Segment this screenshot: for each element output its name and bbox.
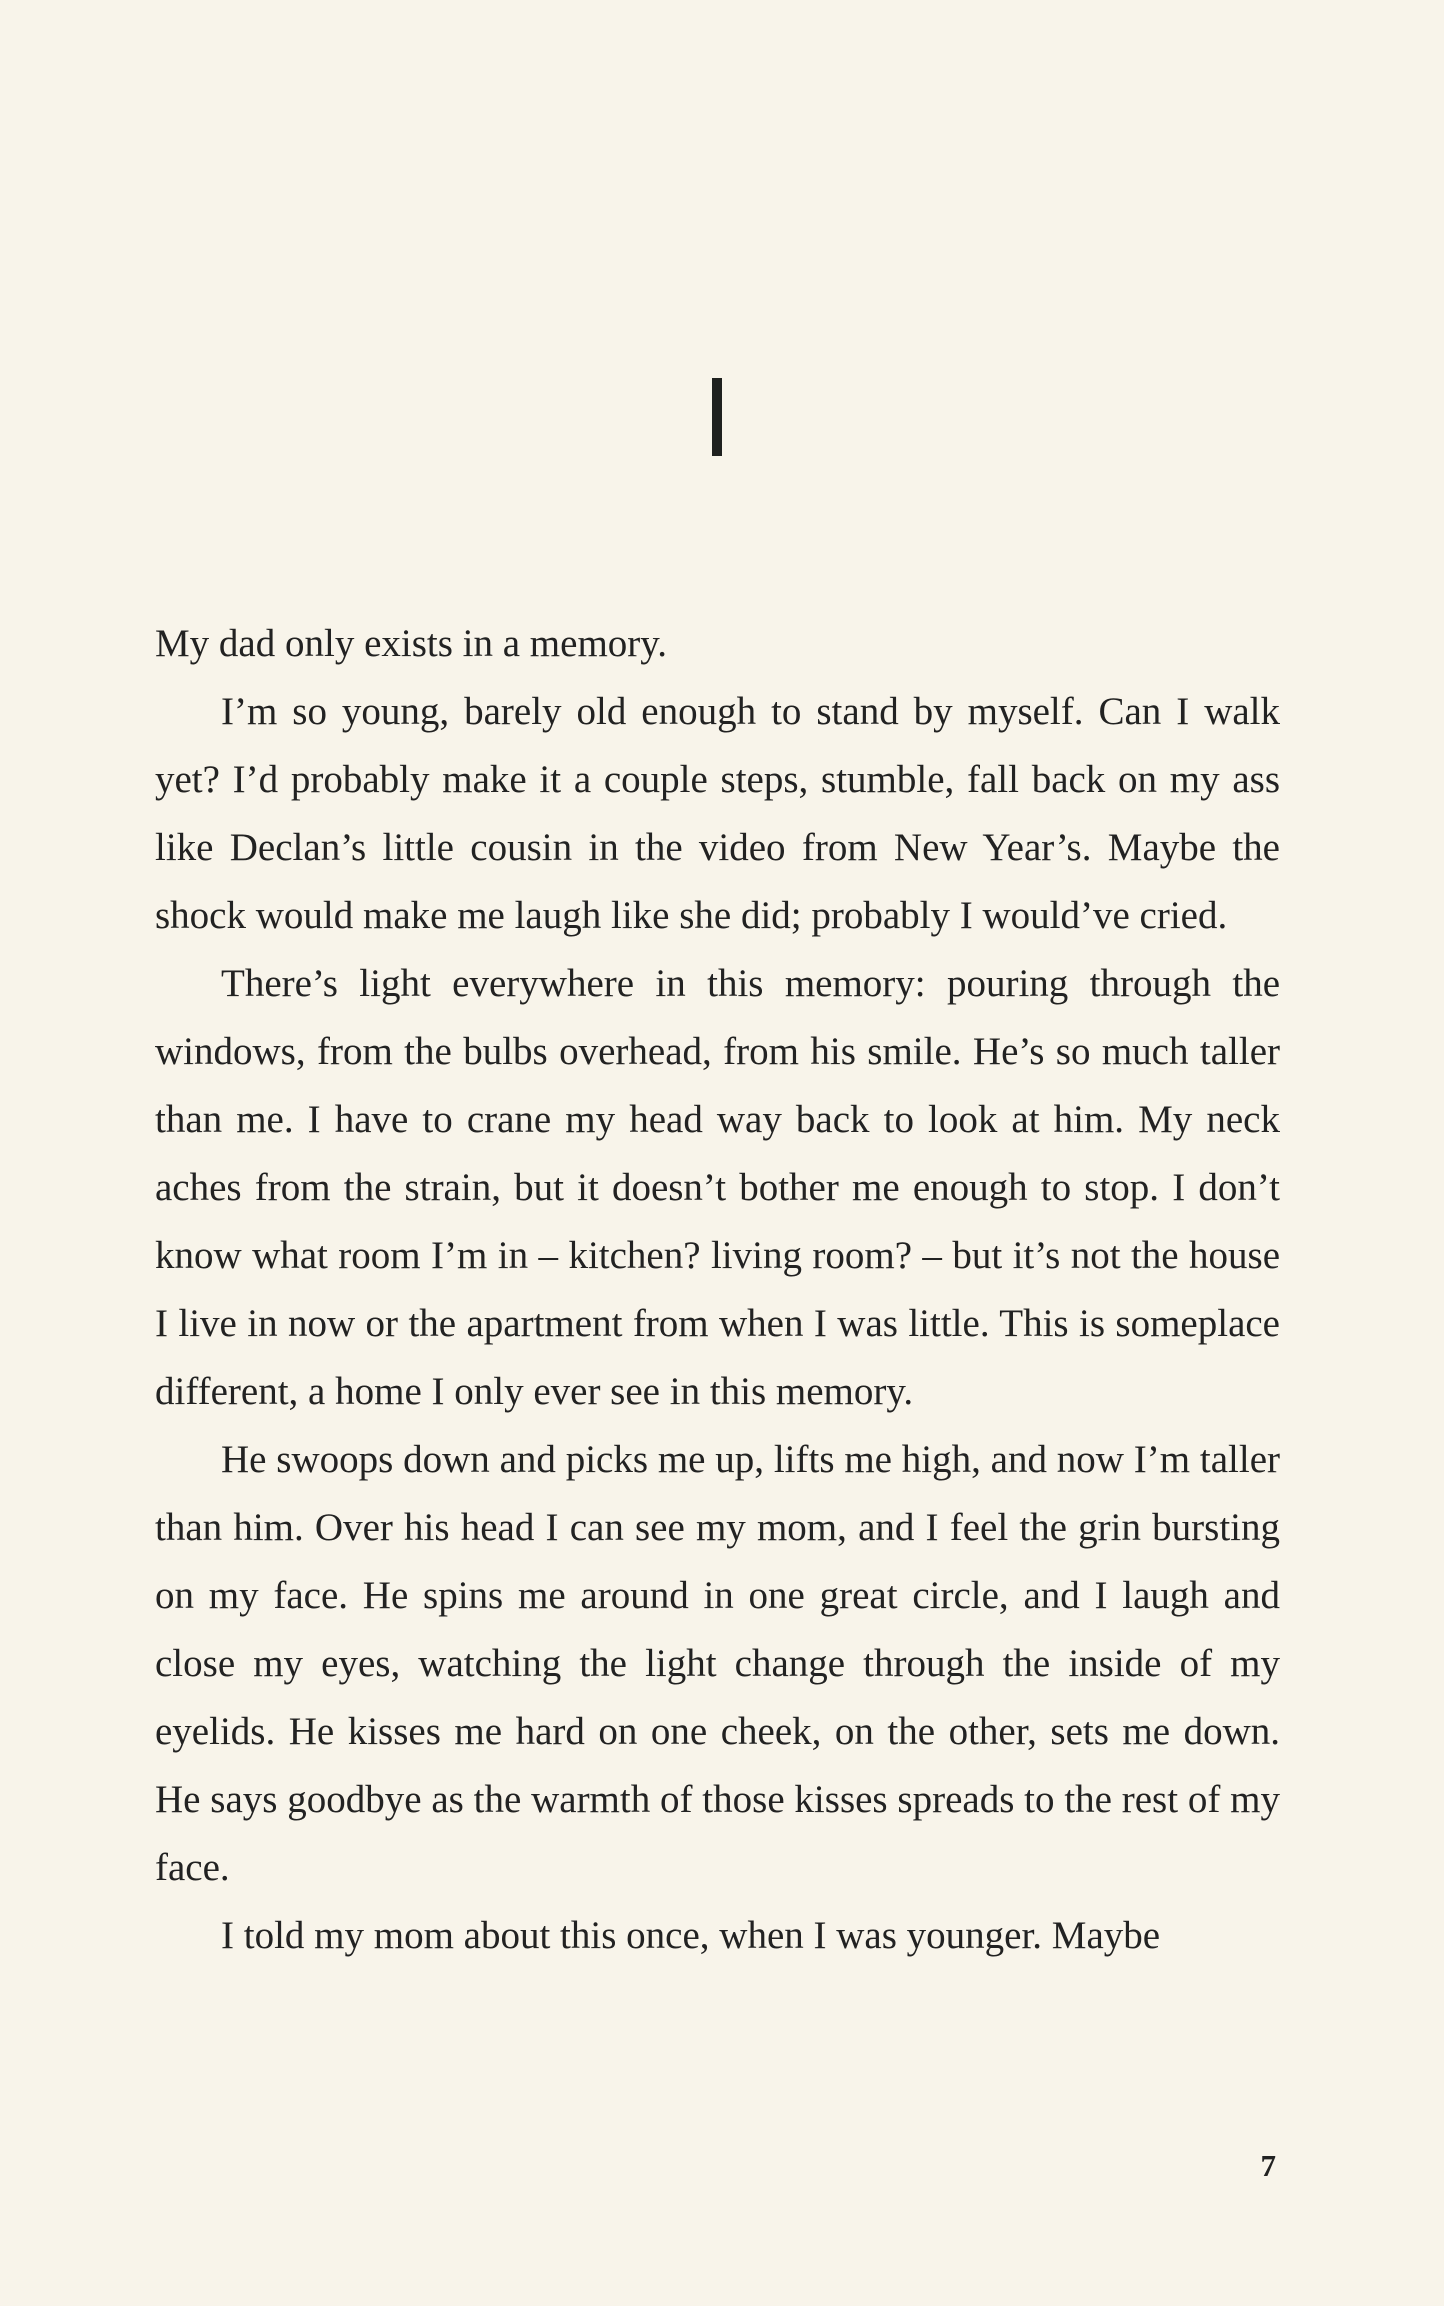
paragraph: He swoops down and picks me up, lifts me high, and now I’m taller than him. Over his head I can see my mom, and I feel the grin bursting on my face. He spins me around in one great circle, and I laugh and close my eyes, watching the light change through the inside of my eyelids. He kisses me hard on one cheek, on the other, sets me down. He says goodbye as the warmth of those kisses spreads to the rest of my face.: [155, 1438, 1280, 1889]
paragraph: There’s light everywhere in this memory: pouring through the windows, from the bulbs overhead, from his smile. He’s so much taller than me. I have to crane my head way back to look at him. My neck aches from the strain, but it doesn’t bother me enough to stop. I don’t know what room I’m in – kitchen? living room? – but it’s not the house I live in now or the apartment from when I was little. This is someplace different, a home I only ever see in this memory.: [155, 962, 1280, 1413]
paragraph: I told my mom about this once, when I was younger. Maybe: [221, 1914, 1161, 1957]
page-number: 7: [1260, 2148, 1276, 2183]
paragraph: I’m so young, barely old enough to stand by myself. Can I walk yet? I’d probably make it a couple steps, stumble, fall back on my ass like Declan’s little cousin in the video from New Year’s. Maybe the shock would make me laugh like she did; probably I would’ve cried.: [155, 690, 1280, 937]
chapter-number: [712, 378, 722, 456]
paragraph: My dad only exists in a memory.: [155, 622, 667, 665]
body-text: [155, 610, 1280, 1970]
